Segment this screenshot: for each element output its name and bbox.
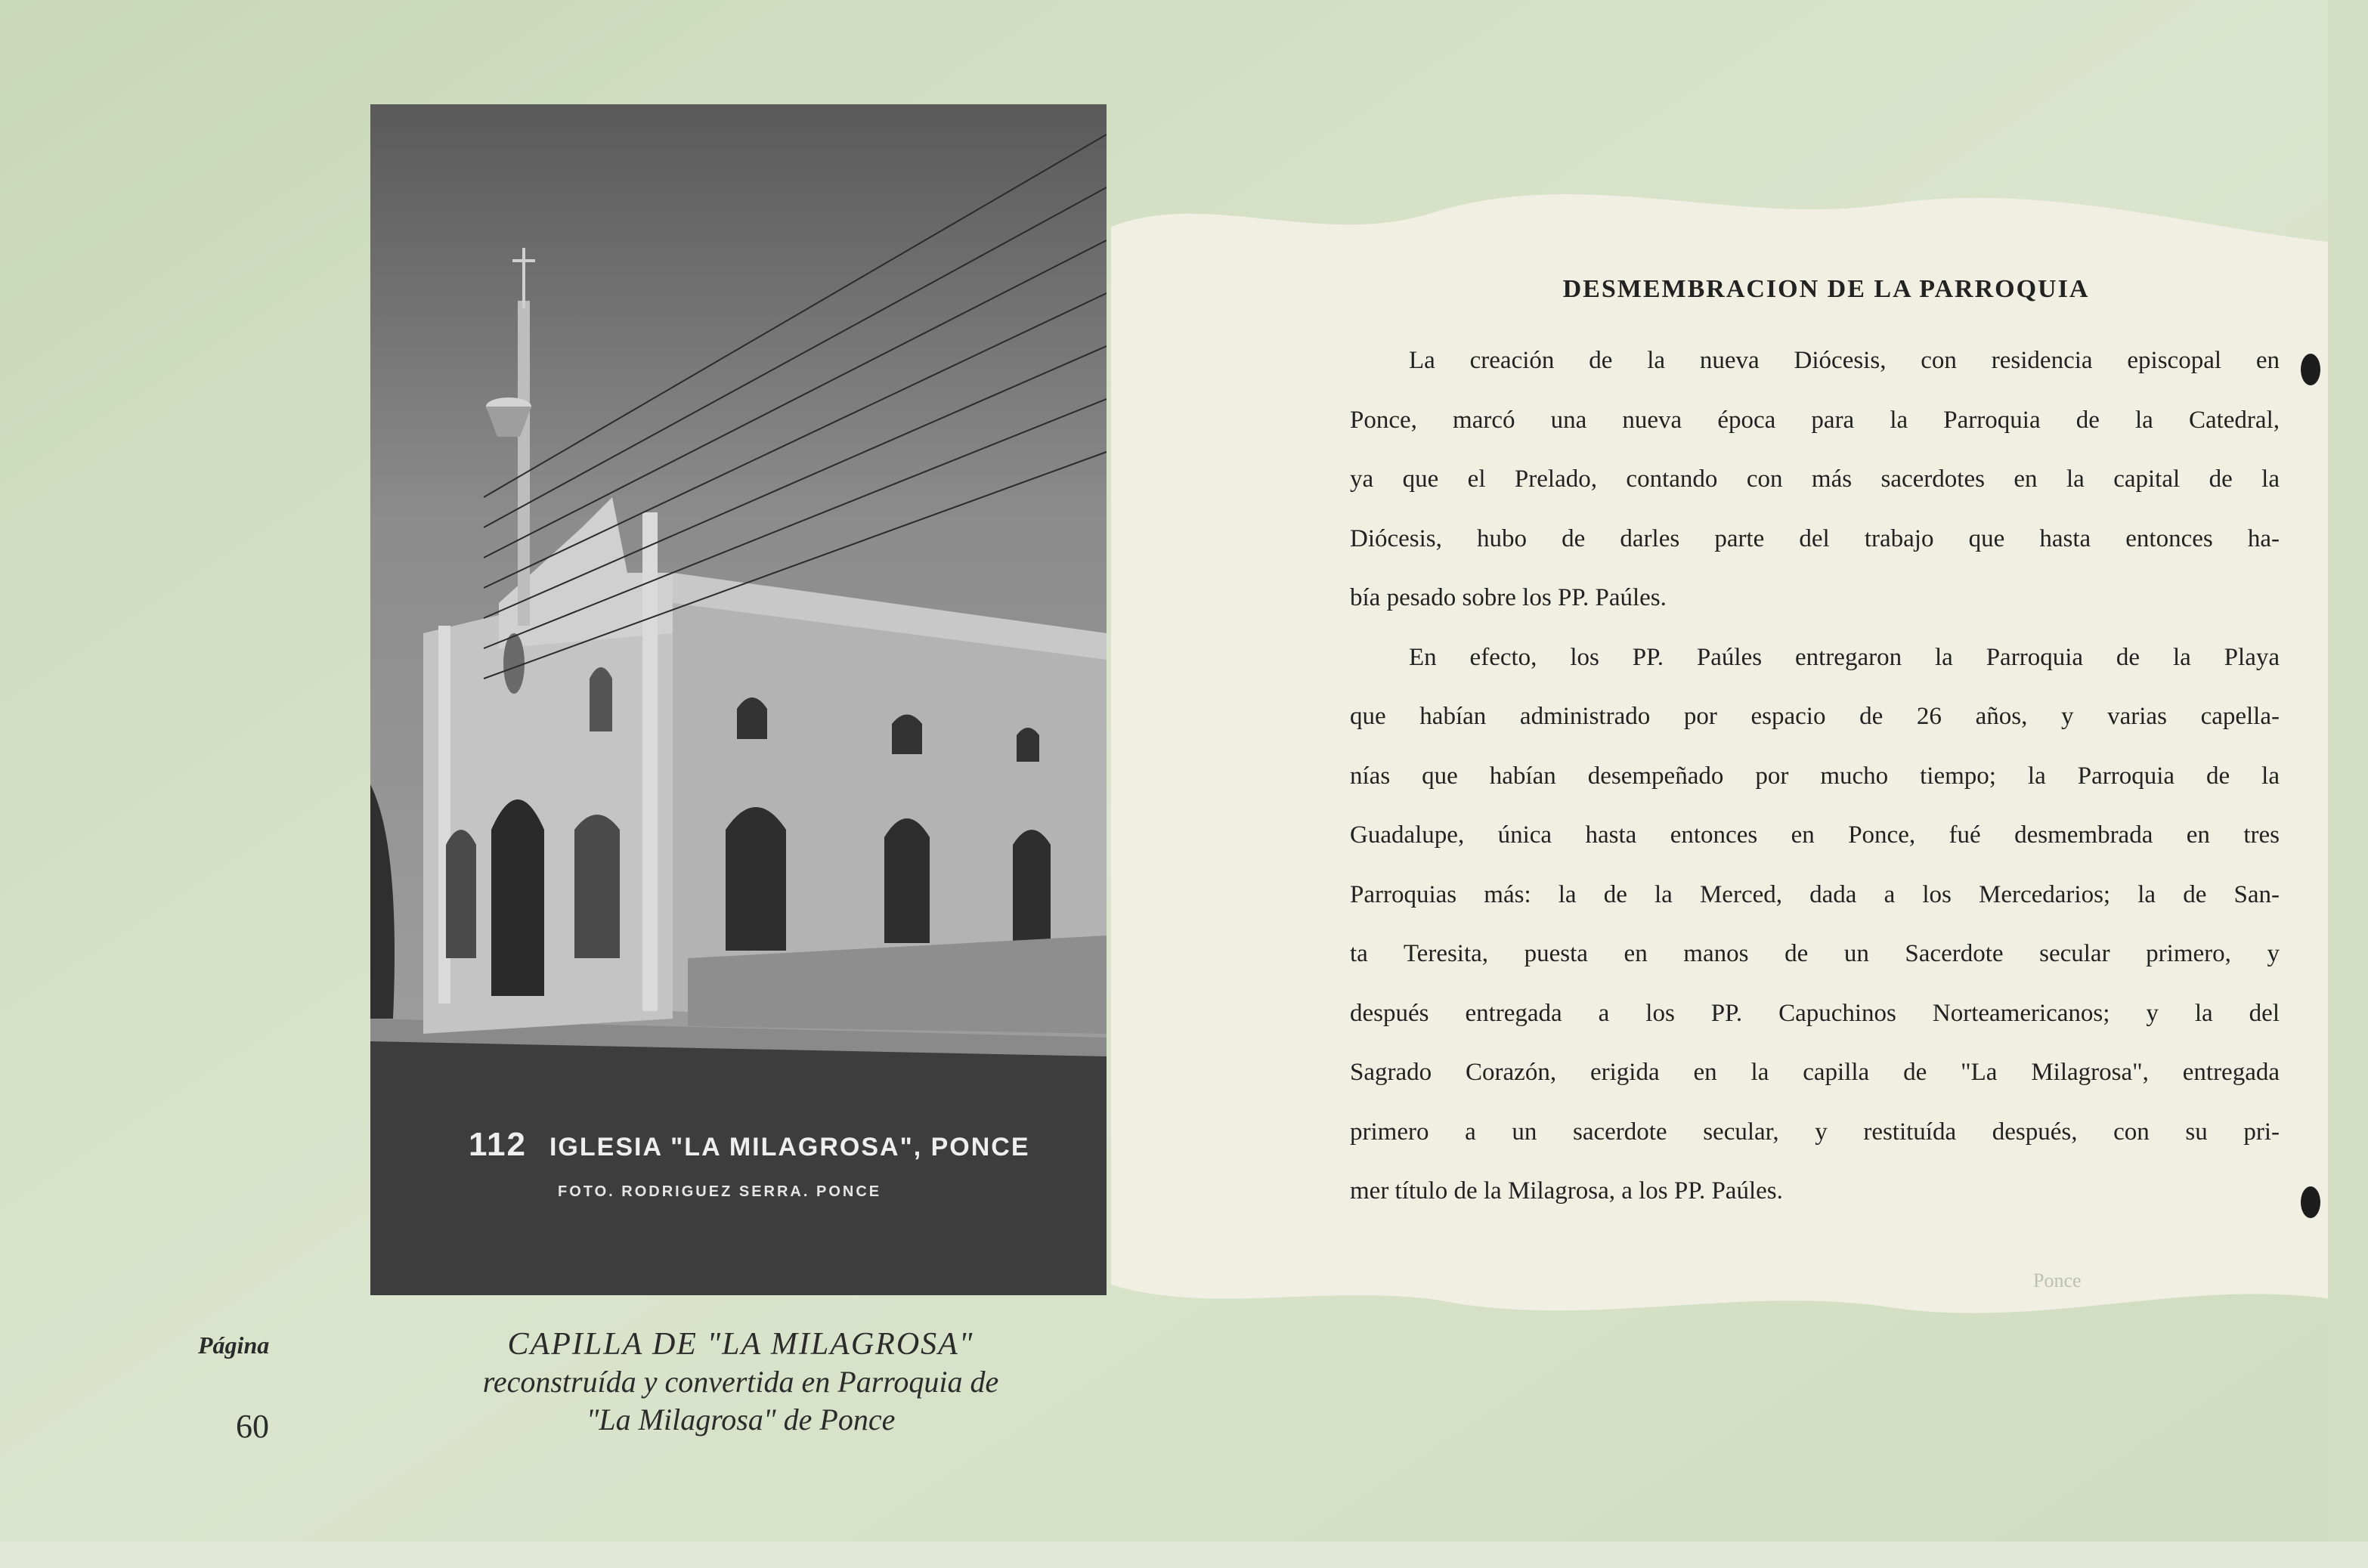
binding-hole bbox=[2301, 1186, 2320, 1218]
figure-caption bbox=[393, 1325, 1088, 1439]
text-line: Parroquias más: la de la Merced, dada a los Mercedarios; la de San- bbox=[1350, 880, 2280, 908]
text-line: La creación de la nueva Diócesis, con residencia episcopal en bbox=[1409, 347, 2280, 374]
photo-number: 112 bbox=[469, 1126, 527, 1163]
text-line: En efecto, los PP. Paúles entregaron la Parroquia de la Playa bbox=[1409, 643, 2280, 671]
binding-hole bbox=[2301, 354, 2320, 385]
text-line: ta Teresita, puesta en manos de un Sacerdote secular primero, y bbox=[1350, 940, 2280, 967]
church-photograph bbox=[370, 104, 1107, 1295]
page-number: 60 bbox=[236, 1408, 269, 1445]
caption-title: CAPILLA DE "LA MILAGROSA" bbox=[507, 1327, 974, 1362]
text-line: ya que el Prelado, contando con más sacerdotes en la capital de la bbox=[1350, 465, 2280, 493]
text-line: Ponce, marcó una nueva época para la Parroquia de la Catedral, bbox=[1350, 406, 2280, 434]
church-illustration bbox=[370, 104, 1107, 1295]
text-line: mer título de la Milagrosa, a los PP. Paúles. bbox=[1350, 1177, 1783, 1205]
text-line: después entregada a los PP. Capuchinos Norteamericanos; y la del bbox=[1350, 999, 2280, 1027]
photo-credit: FOTO. RODRIGUEZ SERRA. PONCE bbox=[558, 1183, 882, 1200]
caption-line: "La Milagrosa" de Ponce bbox=[586, 1403, 896, 1437]
text-line: Guadalupe, única hasta entonces en Ponce, fué desmembrada en tres bbox=[1350, 821, 2280, 849]
photo-title bbox=[469, 1126, 1030, 1164]
page-label: Página bbox=[198, 1331, 270, 1359]
section-heading: DESMEMBRACION DE LA PARROQUIA bbox=[1562, 275, 2090, 303]
text-line: primero a un sacerdote secular, y restituída después, con su pri- bbox=[1350, 1118, 2280, 1146]
text-line: que habían administrado por espacio de 26 años, y varias capella- bbox=[1350, 703, 2280, 730]
text-line: Sagrado Corazón, erigida en la capilla de "La Milagrosa", entregada bbox=[1350, 1059, 2280, 1086]
article-text bbox=[1350, 275, 2280, 1221]
text-line: bía pesado sobre los PP. Paúles. bbox=[1350, 584, 1667, 611]
faint-stamp: Ponce bbox=[2033, 1270, 2082, 1291]
caption-line: reconstruída y convertida en Parroquia de bbox=[482, 1365, 999, 1399]
text-line: Diócesis, hubo de darles parte del trabajo que hasta entonces ha- bbox=[1350, 524, 2280, 552]
photo-title-text: IGLESIA "LA MILAGROSA", PONCE bbox=[549, 1133, 1030, 1161]
text-line: nías que habían desempeñado por mucho tiempo; la Parroquia de la bbox=[1350, 762, 2280, 790]
